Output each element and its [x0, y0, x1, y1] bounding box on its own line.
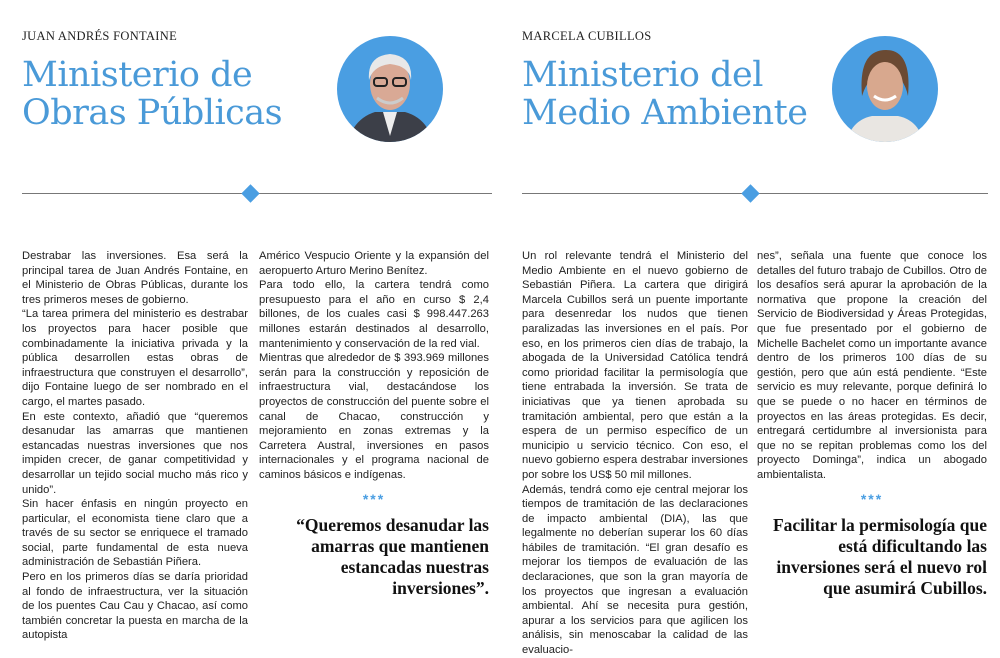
article-column-1 [22, 249, 248, 643]
pull-quote: Facilitar la permisología que está dificultando las inversiones será el nuevo rol que asumirá Cubillos. [772, 514, 987, 598]
separator-stars: *** [362, 490, 386, 507]
minister-portrait [337, 36, 443, 142]
pull-quote: “Queremos desanudar las amarras que mantienen estancadas nuestras inversiones”. [296, 514, 489, 598]
article-column-2 [259, 249, 489, 599]
diamond-ornament-icon [241, 184, 259, 202]
paragraph: “La tarea primera del ministerio es destrabar los proyectos para hacer posible que combinadamente la iniciativa privada y la pública desarrollen estas obras de infraestructura que construyen el desarrollo”, dijo Fontaine luego de ser nombrado en el cargo, el martes pasado. [22, 308, 248, 408]
paragraph: Un rol relevante tendrá el Ministerio del Medio Ambiente en el nuevo gobierno de Sebastián Piñera. La cartera que dirigirá Marcela Cubillos será un puente importante para desenredar los nudos que tienen paralizadas las inversiones en el país. Por eso, en los primeros cien días de trabajo, la abogada de la Universidad Católica tendrá como prioridad facilitar la permisología que tiene entrabada la inversión. Se trata de iniciativas que ya tienen aprobada su tramitación ambiental, pero que están a la espera de un permiso específico de un municipio u servicio técnico. Con eso, el nuevo gobierno espera destrabar inversiones por sobre los US$ 50 mil millones. [522, 250, 748, 481]
paragraph: Sin hacer énfasis en ningún proyecto en particular, el economista tiene claro que a través de su sector se enriquece el tramado social, parte fundamental de esta nueva administración de Sebastián Piñera. [22, 498, 248, 569]
paragraph: Américo Vespucio Oriente y la expansión del aeropuerto Arturo Merino Benítez. [259, 250, 489, 277]
article-column-3 [522, 249, 748, 658]
article-column-4 [757, 249, 987, 599]
paragraph: Además, tendrá como eje central mejorar los tiempos de tramitación de las declaraciones de impacto ambiental (DIA), las que legalmente no deberían superar los 60 días hábiles de tramitación. “El gran desafío es mejorar los tiempos de evaluación de las declaraciones, que son la gran mayoría de los proyectos que ingresan a evaluación ambiental. Ahí se necesita pura gestión, apurar a los servicios para que agilicen los análisis, sin menoscabar la calidad de las evaluacio- [522, 483, 748, 657]
paragraph: nes”, señala una fuente que conoce los detalles del futuro trabajo de Cubillos. Otro de los desafíos será apurar la aprobación de la normativa que propone la creación del Servicio de Biodiversidad y Áreas Protegidas, que fue presentado por el gobierno de Michelle Bachelet como un importante avance dentro de los primeros 100 días de su gestión, pero que aún está pendiente. “Este servicio es muy relevante, porque definirá lo que se puede o no hacer en términos de proyectos en las áreas protegidas. Es decir, entregará certidumbre al inversionista para que no se repitan problemas como los del proyecto Dominga”, indica un abogado ambientalista. [757, 250, 987, 481]
title-line: Obras Públicas [22, 93, 283, 133]
paragraph: Para todo ello, la cartera tendrá como presupuesto para el año en curso $ 2,4 billones, de los cuales casi $ 998.447.263 millones estarán destinados al desarrollo, mantenimiento y conservación de la red vial. [259, 279, 489, 350]
portrait-image [337, 36, 443, 142]
title-line: Ministerio de [22, 55, 253, 95]
paragraph: Destrabar las inversiones. Esa será la principal tarea de Juan Andrés Fontaine, en el Ministerio de Obras Públicas, durante los tres primeros meses de gobierno. [22, 250, 248, 306]
ministry-title [522, 56, 807, 132]
title-line: Ministerio del [522, 55, 763, 95]
minister-name: JUAN ANDRÉS FONTAINE [22, 29, 178, 43]
paragraph: En este contexto, añadió que “queremos desanudar las amarras que mantienen estancadas nuestras inversiones que nos impiden crecer, de ganar competitividad y desarrollar un tejido social mucho más rico y unido”. [22, 410, 248, 496]
ministry-title [22, 56, 282, 132]
paragraph: Mientras que alrededor de $ 393.969 millones serán para la construcción y reposición de infraestructura vial, destacándose los proyectos de construcción del puente sobre el canal de Chacao, construcción y mejoramiento en zonas extremas y la Carretera Austral, inversiones en pasos internacionales y el programa nacional de caminos básicos e indígenas. [259, 352, 489, 481]
paragraph: Pero en los primeros días se daría prioridad al fondo de infraestructura, ver la situación de los puentes Cau Cau y Chacao, así como también concretar la puesta en marcha de la autopista [22, 571, 248, 642]
title-line: Medio Ambiente [522, 93, 808, 133]
portrait-image [832, 36, 938, 142]
diamond-ornament-icon [741, 184, 759, 202]
minister-name: MARCELA CUBILLOS [522, 29, 652, 43]
minister-portrait [832, 36, 938, 142]
separator-stars: *** [860, 490, 884, 507]
